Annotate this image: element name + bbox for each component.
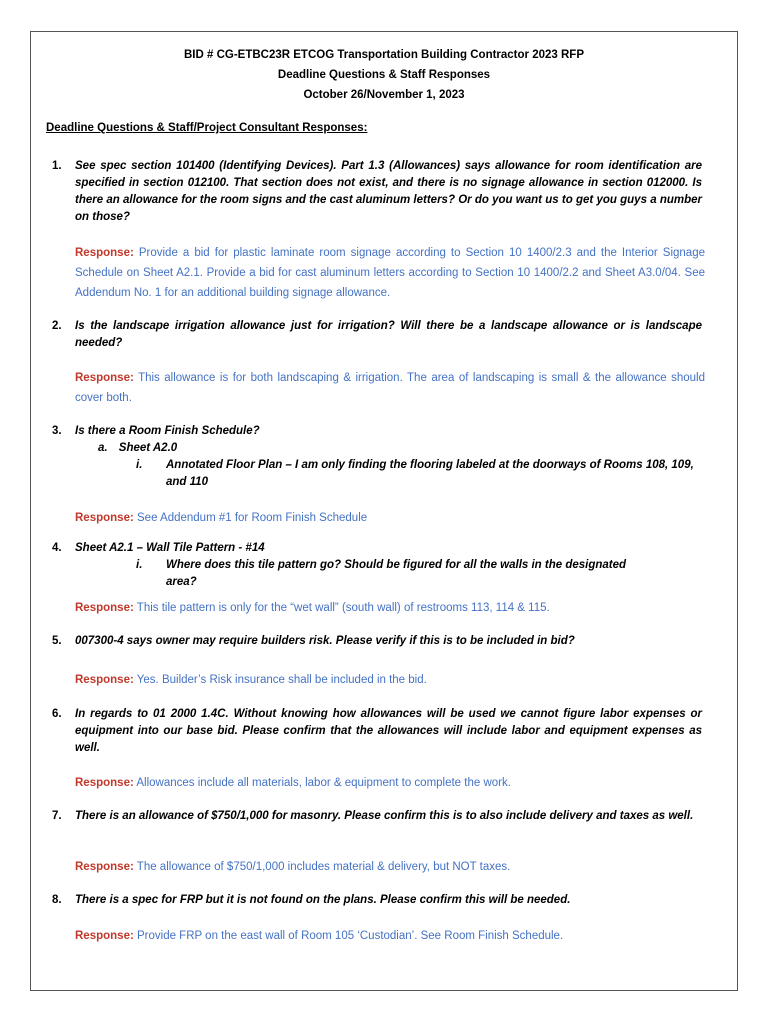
response-text: Provide FRP on the east wall of Room 105 ‘Custodian’. See Room Finish Schedule. [137, 930, 564, 942]
question-text: Is there a Room Finish Schedule? [75, 425, 260, 437]
response-text: This allowance is for both landscaping & irrigation. The area of landscaping is small & the allowance should cover both. [75, 372, 705, 404]
question-number: 6. [52, 708, 62, 720]
question-number: 8. [52, 894, 62, 906]
question-text: Sheet A2.1 – Wall Tile Pattern - #14 [75, 542, 265, 554]
response-label: Response: [75, 930, 134, 942]
sub-item-i [136, 557, 656, 591]
question-text: In regards to 01 2000 1.4C. Without knowing how allowances will be used we cannot figure labor expenses or equipment into our base bid. Please confirm that the allowances will include labor and equipment expenses as well. [75, 708, 702, 754]
question-number: 2. [52, 320, 62, 332]
question-text: There is an allowance of $750/1,000 for masonry. Please confirm this is to also include delivery and taxes as well. [75, 810, 694, 822]
sub-item-text: Annotated Floor Plan – I am only finding the flooring labeled at the doorways of Rooms 108, 109, and 110 [166, 459, 694, 488]
response-label: Response: [75, 861, 134, 873]
document-subtitle: Deadline Questions & Staff Responses [277, 69, 491, 81]
document-date: October 26/November 1, 2023 [303, 89, 465, 101]
question-5 [52, 633, 702, 650]
sub-item-i [136, 457, 696, 491]
question-2 [52, 318, 702, 352]
document-title: BID # CG-ETBC23R ETCOG Transportation Building Contractor 2023 RFP [184, 49, 584, 61]
question-number: 1. [52, 160, 62, 172]
response-text: Provide a bid for plastic laminate room signage according to Section 10 1400/2.3 and the Interior Signage Schedule on Sheet A2.1. Provide a bid for cast aluminum letters according to Section 10 1400/2.2 and Sheet A3.0/04. See Addendum No. 1 for an additional building signage allowance. [75, 247, 705, 299]
section-heading: Deadline Questions & Staff/Project Consultant Responses: [46, 122, 368, 134]
sub-item-a [98, 440, 177, 457]
response-8 [75, 926, 705, 946]
response-3 [75, 508, 705, 528]
response-text: Allowances include all materials, labor & equipment to complete the work. [136, 777, 511, 789]
question-3 [52, 423, 702, 440]
response-text: This tile pattern is only for the “wet wall” (south wall) of restrooms 113, 114 & 115. [136, 602, 550, 614]
response-label: Response: [75, 372, 134, 384]
response-text: Yes. Builder’s Risk insurance shall be included in the bid. [136, 674, 427, 686]
question-text: 007300-4 says owner may require builders risk. Please verify if this is to be included in bid? [75, 635, 575, 647]
question-text: See spec section 101400 (Identifying Devices). Part 1.3 (Allowances) says allowance for room identification are specified in section 012100. That section does not exist, and there is no signage allowance in section 012000. Is there an allowance for the room signs and the cast aluminum letters? Or do you want us to get you guys a number on those? [75, 160, 702, 223]
question-8 [52, 892, 702, 909]
response-label: Response: [75, 602, 134, 614]
question-number: 4. [52, 542, 62, 554]
sub-item-label: a. [98, 442, 108, 454]
response-4 [75, 598, 705, 618]
question-4 [52, 540, 702, 557]
sub-item-label: i. [136, 559, 143, 571]
question-number: 7. [52, 810, 62, 822]
response-1 [75, 243, 705, 303]
response-text: The allowance of $750/1,000 includes material & delivery, but NOT taxes. [136, 861, 511, 873]
question-1 [52, 158, 702, 226]
question-number: 3. [52, 425, 62, 437]
question-text: Is the landscape irrigation allowance just for irrigation? Will there be a landscape allowance or is landscape needed? [75, 320, 702, 349]
response-5 [75, 670, 705, 690]
response-label: Response: [75, 777, 134, 789]
response-label: Response: [75, 674, 134, 686]
sub-item-text: Sheet A2.0 [118, 442, 178, 454]
question-7 [52, 808, 702, 825]
response-7 [75, 857, 705, 877]
response-2 [75, 368, 705, 408]
question-6 [52, 706, 702, 757]
response-6 [75, 773, 705, 793]
response-label: Response: [75, 512, 134, 524]
response-label: Response: [75, 247, 134, 259]
question-number: 5. [52, 635, 62, 647]
sub-item-label: i. [136, 459, 143, 471]
question-text: There is a spec for FRP but it is not found on the plans. Please confirm this will be needed. [75, 894, 571, 906]
sub-item-text: Where does this tile pattern go? Should be figured for all the walls in the designated area? [166, 559, 627, 588]
response-text: See Addendum #1 for Room Finish Schedule [137, 512, 368, 524]
